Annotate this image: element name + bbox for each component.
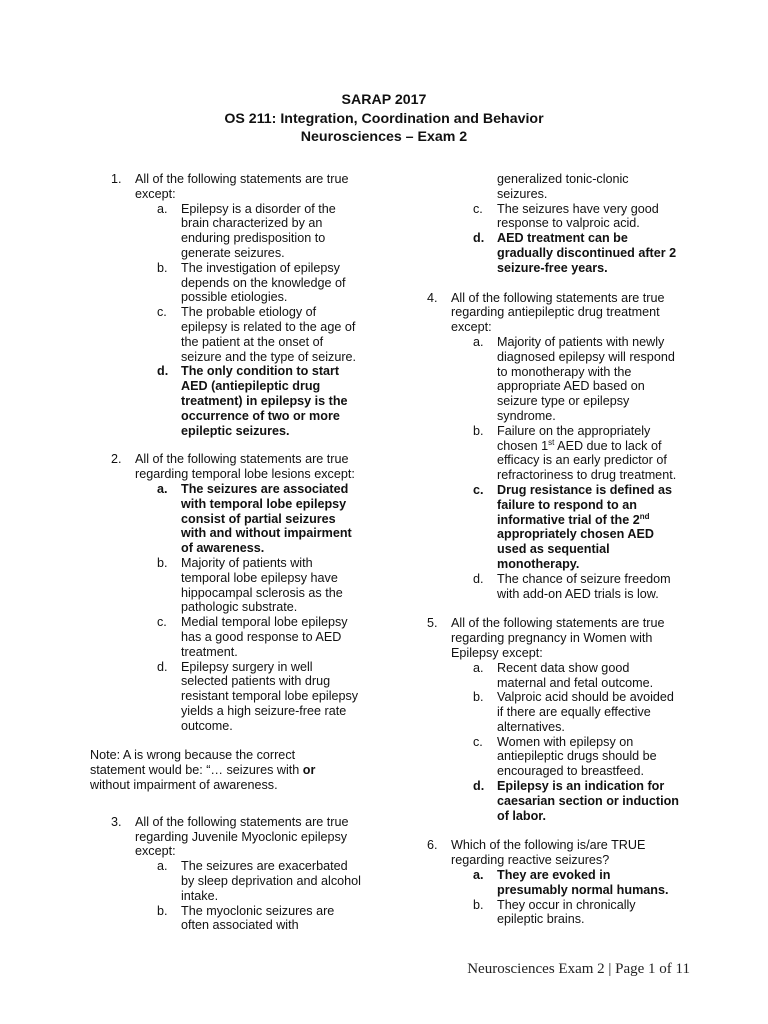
option-label: c.: [473, 734, 483, 749]
option-text: Majority of patients with newly diagnosed epilepsy will respond to monotherapy with the appropriate AED based on seizure type or epilepsy syndrome.: [497, 334, 675, 423]
question-5-options: [427, 661, 689, 824]
option-b: [473, 424, 683, 483]
option-text-start: Failure on the appropriately chosen 1: [497, 423, 651, 453]
spacer: [427, 601, 689, 616]
option-text-start: Drug resistance is defined as failure to respond to an informative trial of the 2: [497, 482, 672, 527]
spacer: [111, 733, 373, 748]
option-text: Majority of patients with temporal lobe epilepsy have hippocampal sclerosis as the pathologic substrate.: [181, 555, 343, 615]
question-number: 1.: [111, 172, 122, 186]
option-a-answer: [157, 482, 359, 556]
question-4: [427, 291, 689, 335]
option-label: b.: [157, 555, 168, 570]
option-text: They are evoked in presumably normal humans.: [497, 868, 669, 897]
superscript: nd: [639, 511, 650, 521]
spacer: [427, 276, 689, 291]
option-b: [157, 904, 353, 934]
option-label: b.: [473, 423, 484, 438]
header-line-1: SARAP 2017: [341, 92, 427, 108]
option-a-answer: [473, 868, 683, 898]
option-text: The seizures are exacerbated by sleep deprivation and alcohol intake.: [181, 859, 361, 903]
option-d: [157, 660, 361, 734]
option-b: [473, 690, 683, 734]
option-text: Medial temporal lobe epilepsy has a good response to AED treatment.: [181, 615, 348, 659]
option-text-end: appropriately chosen AED used as sequential monotherapy.: [497, 527, 654, 571]
spacer: [427, 823, 689, 838]
question-5: [427, 616, 689, 660]
option-a: [157, 202, 355, 261]
option-text: Valproic acid should be avoided if there are equally effective alternatives.: [497, 690, 674, 734]
question-stem: All of the following statements are true regarding antiepileptic drug treatment except:: [451, 290, 665, 335]
question-number: 3.: [111, 814, 122, 829]
option-label: a.: [157, 201, 168, 216]
option-d: [473, 572, 683, 602]
option-label: a.: [157, 859, 168, 874]
left-column: [90, 172, 373, 933]
question-1: [111, 172, 373, 202]
option-text: Epilepsy is a disorder of the brain characterized by an enduring predisposition to generate seizures.: [181, 201, 336, 260]
option-label: d.: [473, 231, 485, 246]
option-text: The myoclonic seizures are often associated with: [181, 903, 335, 933]
option-label: d.: [473, 779, 485, 794]
option-label: c.: [473, 201, 483, 216]
option-c-answer: [473, 483, 681, 572]
question-stem: All of the following statements are true regarding temporal lobe lesions except:: [135, 452, 355, 482]
option-text: The chance of seizure freedom with add-on AED trials is low.: [497, 571, 671, 601]
spacer: [111, 793, 373, 815]
question-6: [427, 838, 689, 868]
option-text: Recent data show good maternal and fetal outcome.: [497, 660, 654, 690]
option-text: Epilepsy surgery in well selected patients with drug resistant temporal lobe epilepsy yields a high seizure-free rate outcome.: [181, 659, 359, 733]
option-d-answer: [473, 231, 683, 275]
option-text: The seizures have very good response to valproic acid.: [497, 201, 659, 231]
option-label: b.: [157, 260, 168, 275]
question-stem: All of the following statements are true regarding pregnancy in Women with Epilepsy except:: [451, 616, 665, 660]
option-label: d.: [157, 659, 168, 674]
spacer: [111, 438, 373, 452]
option-a: [473, 335, 681, 424]
option-label: a.: [473, 868, 484, 883]
option-label: c.: [473, 482, 484, 497]
option-text-end: AED due to lack of efficacy is an early predictor of refractoriness to drug treatment.: [497, 438, 677, 483]
question-3-options-part-2: [427, 172, 689, 276]
option-c: [157, 615, 357, 659]
option-text: The only condition to start AED (antiepileptic drug treatment) in epilepsy is the occurrence of two or more epileptic seizures.: [181, 364, 348, 438]
option-text: The probable etiology of epilepsy is related to the age of the patient at the onset of seizure and the type of seizure.: [181, 305, 357, 364]
question-6-options: [427, 868, 689, 927]
note-text-end: without impairment of awareness.: [90, 778, 278, 793]
question-stem: All of the following statements are true except:: [135, 172, 349, 201]
option-a: [157, 859, 363, 903]
option-label: a.: [473, 660, 484, 675]
option-label: b.: [473, 690, 484, 705]
question-3-options-part-1: [111, 859, 373, 933]
option-b: [157, 556, 351, 615]
option-b-continued: [473, 172, 647, 202]
page-footer: Neurosciences Exam 2 | Page 1 of 11: [467, 961, 690, 977]
option-label: a.: [157, 481, 168, 496]
option-text: The seizures are associated with temporal lobe epilepsy consist of partial seizures with and without impairment of awareness.: [181, 481, 352, 556]
option-label: b.: [157, 903, 168, 918]
question-number: 6.: [427, 838, 438, 853]
question-4-options: [427, 335, 689, 601]
option-label: c.: [157, 615, 167, 630]
question-number: 5.: [427, 616, 438, 631]
option-c: [157, 305, 357, 364]
option-text: The investigation of epilepsy depends on the knowledge of possible etiologies.: [181, 260, 346, 305]
right-column: [427, 172, 689, 927]
document-header: [0, 91, 768, 147]
question-3: [111, 815, 373, 859]
question-stem: Which of the following is/are TRUE regarding reactive seizures?: [451, 838, 646, 868]
option-b: [157, 261, 355, 305]
question-1-options: [111, 202, 373, 439]
option-label: d.: [473, 571, 484, 586]
header-line-2: OS 211: Integration, Coordination and Behavior: [224, 110, 544, 127]
option-a: [473, 661, 667, 691]
option-text: They occur in chronically epileptic brains.: [497, 897, 636, 927]
question-number: 4.: [427, 290, 438, 305]
option-label: b.: [473, 897, 484, 912]
question-number: 2.: [111, 452, 122, 467]
option-d-answer: [473, 779, 681, 823]
question-stem: All of the following statements are true regarding Juvenile Myoclonic epilepsy except:: [135, 814, 349, 859]
header-line-3: Neurosciences – Exam 2: [300, 129, 468, 145]
option-d-answer: [157, 364, 361, 438]
question-2-options: [111, 482, 373, 734]
question-2: [111, 452, 373, 482]
answer-note: [90, 748, 350, 792]
option-label: a.: [473, 334, 484, 349]
superscript: st: [548, 437, 555, 447]
option-c: [473, 202, 663, 232]
option-c: [473, 735, 681, 779]
note-emphasis: or: [302, 763, 316, 778]
option-label: d.: [157, 364, 169, 379]
option-text: generalized tonic-clonic seizures.: [497, 172, 629, 201]
option-b: [473, 898, 667, 928]
option-label: c.: [157, 305, 167, 320]
option-text: AED treatment can be gradually discontinued after 2 seizure-free years.: [497, 231, 677, 275]
option-text: Epilepsy is an indication for caesarian section or induction of labor.: [497, 779, 679, 823]
option-text: Women with epilepsy on antiepileptic drugs should be encouraged to breastfeed.: [497, 734, 657, 779]
note-text: Note: A is wrong because the correct statement would be: “… seizures with: [90, 748, 303, 778]
